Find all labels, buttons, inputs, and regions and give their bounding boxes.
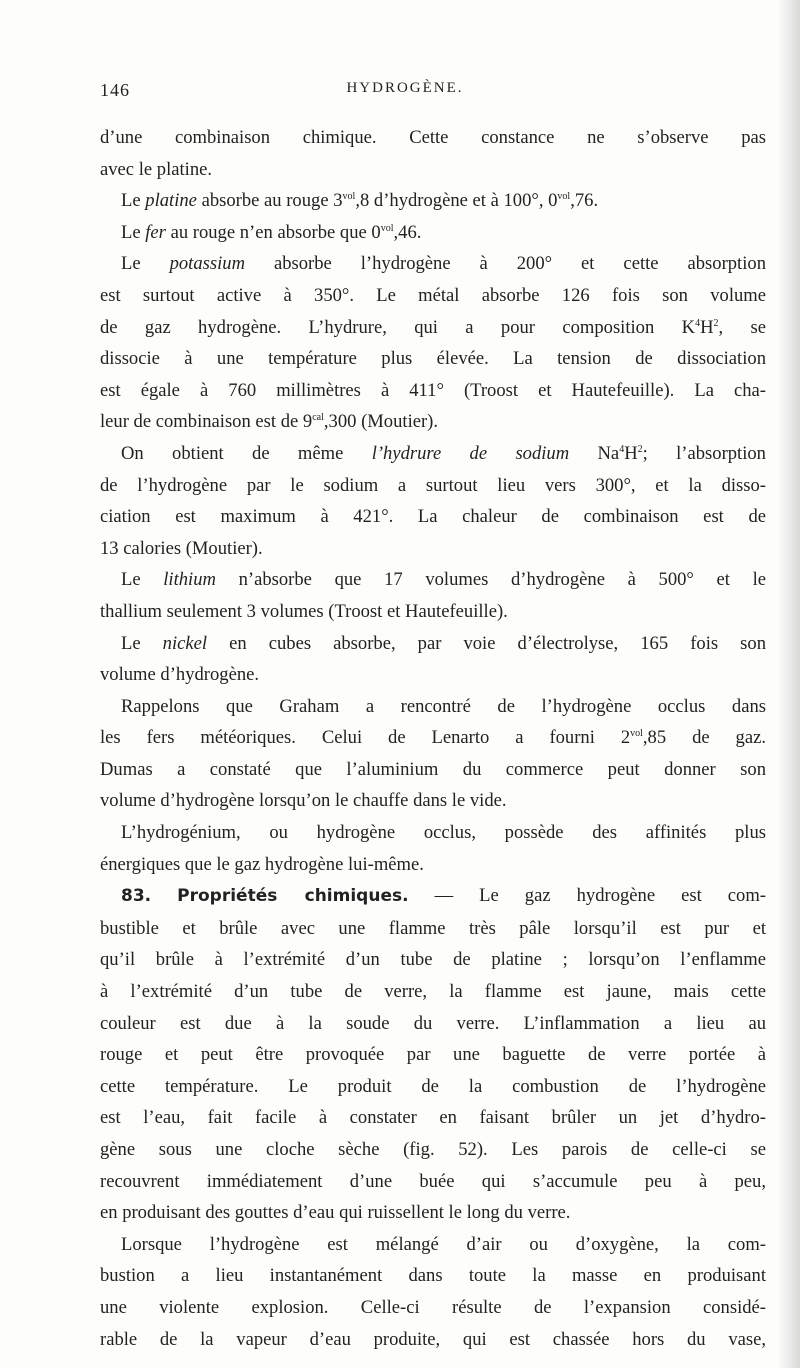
text-run: ,85 de gaz.	[642, 727, 767, 749]
text-run: Le	[121, 569, 164, 591]
emphasis: fer	[145, 221, 166, 243]
text-run: au rouge n’en absorbe que 0	[165, 221, 381, 243]
text-line	[100, 217, 766, 249]
text-line: ciation est maximum à 421°. La chaleur de combinaison est de	[100, 506, 766, 528]
text-line: dissocie à une température plus élevée. La tension de dissociation	[100, 348, 766, 370]
text-line: Rappelons que Graham a rencontré de l’hydrogène occlus dans	[121, 695, 766, 717]
text-run: les fers météoriques. Celui de Lenarto a fourni 2	[100, 727, 631, 749]
text-run: — Le gaz hydrogène est com-	[408, 885, 766, 907]
text-line: qu’il brûle à l’extrémité d’un tube de platine ; lorsqu’on l’enflamme	[100, 949, 766, 971]
text-line: avec le platine.	[100, 158, 213, 180]
text-run: absorbe l’hydrogène à 200° et cette absorption	[245, 253, 766, 275]
text-run: ,300 (Moutier).	[323, 411, 439, 433]
text-line: L’hydrogénium, ou hydrogène occlus, possède des affinités plus	[121, 822, 766, 844]
text-line: de l’hydrogène par le sodium a surtout lieu vers 300°, et la disso-	[100, 474, 766, 496]
body-text	[100, 122, 766, 1355]
text-run: H	[700, 316, 714, 338]
superscript: vol	[557, 191, 571, 202]
text-run: ; l’absorption	[642, 442, 766, 464]
text-run: Le	[121, 632, 163, 654]
text-line: couleur est due à la soude du verre. L’inflammation a lieu au	[100, 1012, 766, 1034]
text-line: Lorsque l’hydrogène est mélangé d’air ou d’oxygène, la com-	[121, 1233, 766, 1255]
superscript: 4	[619, 443, 625, 455]
page-edge-shadow	[778, 0, 800, 1368]
superscript: cal	[312, 412, 324, 424]
text-run: On obtient de même	[121, 442, 372, 464]
text-run: , se	[718, 316, 766, 338]
emphasis: l’hydrure de sodium	[371, 442, 570, 464]
text-line	[100, 438, 766, 470]
text-line	[100, 185, 766, 217]
text-line: Dumas a constaté que l’aluminium du commerce peut donner son	[100, 758, 766, 780]
running-title: HYDROGÈNE.	[346, 80, 464, 96]
emphasis: platine	[145, 190, 197, 212]
text-line	[100, 628, 766, 660]
text-line: à l’extrémité d’un tube de verre, la flamme est jaune, mais cette	[100, 981, 766, 1003]
text-run: H	[624, 442, 638, 464]
text-line: recouvrent immédiatement d’une buée qui s’accumule peu à peu,	[100, 1170, 766, 1192]
superscript: vol	[630, 728, 643, 740]
text-line: bustion a lieu instantanément dans toute la masse en produisant	[100, 1265, 766, 1287]
text-run: leur de combinaison est de 9	[100, 411, 313, 433]
text-run: n’absorbe que 17 volumes d’hydrogène à 500° et le	[215, 569, 766, 591]
page-header	[100, 80, 710, 110]
text-line	[100, 406, 766, 438]
text-line	[100, 312, 766, 344]
superscript: 4	[695, 317, 701, 329]
text-line: cette température. Le produit de la combustion de l’hydrogène	[100, 1075, 766, 1097]
text-line: volume d’hydrogène.	[100, 664, 260, 686]
emphasis: lithium	[163, 569, 216, 591]
page-number: 146	[100, 80, 130, 100]
text-run: ,46.	[393, 221, 422, 243]
text-run: en cubes absorbe, par voie d’électrolyse, 165 fois son	[207, 632, 766, 654]
text-run: Le	[121, 190, 146, 212]
text-line: rouge et peut être provoquée par une baguette de verre portée à	[100, 1044, 766, 1066]
text-line: une violente explosion. Celle-ci résulte de l’expansion considé-	[100, 1296, 766, 1318]
text-line: volume d’hydrogène lorsqu’on le chauffe dans le vide.	[100, 790, 507, 812]
text-line: est l’eau, fait facile à constater en faisant brûler un jet d’hydro-	[100, 1107, 766, 1129]
text-run: Le	[121, 253, 170, 275]
text-line: gène sous une cloche sèche (fig. 52). Les parois de celle-ci se	[100, 1139, 766, 1160]
text-line: est surtout active à 350°. Le métal absorbe 126 fois son volume	[100, 284, 766, 306]
text-run: Na	[569, 442, 620, 464]
text-line: rable de la vapeur d’eau produite, qui est chassée hors du vase,	[100, 1328, 766, 1350]
text-line: en produisant des gouttes d’eau qui ruissellent le long du verre.	[100, 1202, 571, 1224]
text-line: est égale à 760 millimètres à 411° (Troost et Hautefeuille). La cha-	[100, 379, 766, 401]
text-run: ,76.	[570, 190, 599, 212]
text-line: bustible et brûle avec une flamme très pâle lorsqu’il est pur et	[100, 917, 766, 939]
text-run: ,8 d’hydrogène et à 100°, 0	[355, 190, 558, 212]
superscript: vol	[342, 191, 356, 202]
text-line	[100, 722, 766, 754]
emphasis: potassium	[169, 253, 245, 275]
text-line: énergiques que le gaz hydrogène lui-même.	[100, 853, 424, 875]
text-line: thallium seulement 3 volumes (Troost et Hautefeuille).	[100, 600, 508, 622]
text-line	[100, 880, 766, 913]
section-number: 83.	[121, 886, 152, 907]
text-line	[100, 248, 766, 280]
text-line	[100, 564, 766, 596]
section-title: Propriétés chimiques.	[177, 886, 409, 907]
superscript: 2	[637, 443, 643, 455]
text-run: absorbe au rouge 3	[196, 190, 343, 212]
superscript: 2	[713, 317, 719, 329]
text-run: de gaz hydrogène. L’hydrure, qui a pour composition K	[100, 316, 696, 338]
text-run: Le	[121, 221, 146, 243]
text-line: 13 calories (Moutier).	[100, 537, 263, 559]
emphasis: nickel	[162, 632, 208, 654]
text-line: d’une combinaison chimique. Cette constance ne s’observe pas	[100, 127, 766, 148]
superscript: vol	[380, 222, 394, 234]
